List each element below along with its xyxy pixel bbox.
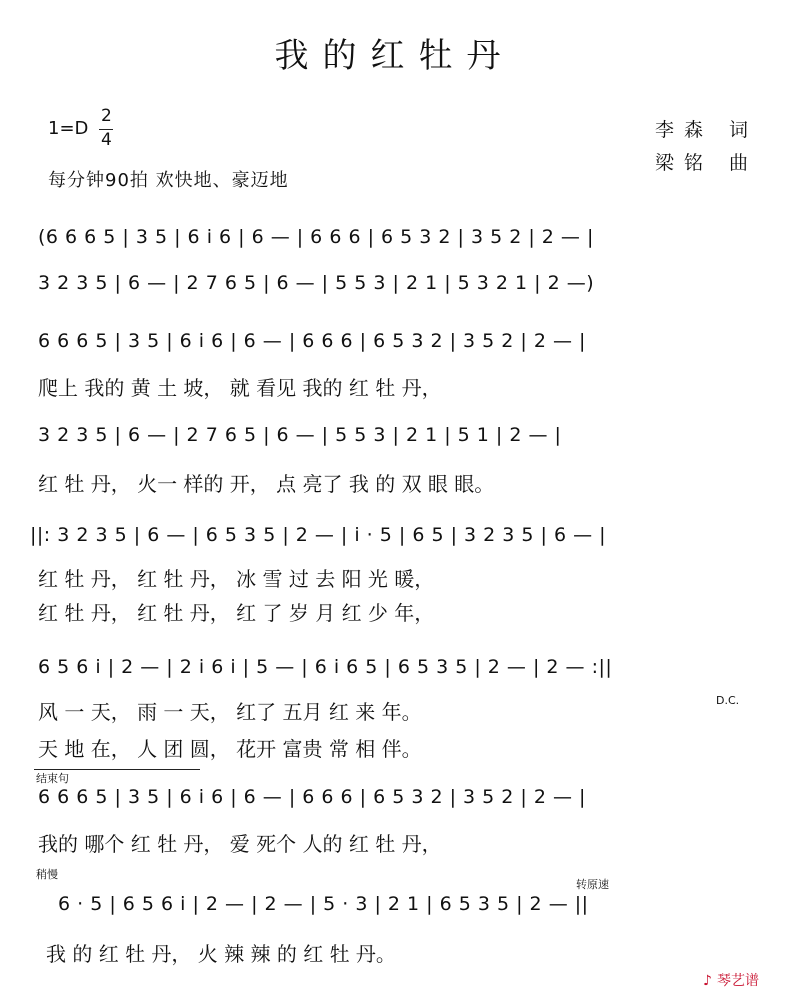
lyric-line: 红 牡 丹， 火一 样的 开， 点 亮了 我 的 双 眼 眼。 — [38, 472, 495, 496]
lyric-line: 爬上 我的 黄 土 坡， 就 看见 我的 红 牡 丹， — [38, 376, 442, 400]
time-signature-bottom: 4 — [101, 130, 112, 150]
notation-line: 3 2 3 5 | 6 — | 2 7 6 5 | 6 — | 5 5 3 | 2 1 | 5 1 | 2 — | — [38, 424, 562, 446]
watermark-text: 琴艺谱 — [717, 973, 760, 989]
lyric-line: 天 地 在， 人 团 圆， 花开 富贵 常 相 伴。 — [38, 737, 422, 761]
lyric-line: 风 一 天， 雨 一 天， 红了 五月 红 来 年。 — [38, 700, 422, 724]
watermark-logo — [703, 970, 759, 990]
notation-line: 6 6 6 5 | 3 5 | 6 i 6 | 6 — | 6 6 6 | 6 5 3 2 | 3 5 2 | 2 — | — [38, 330, 586, 352]
ending-phrase-label: 结束句 — [36, 772, 69, 785]
lyric-line: 我的 哪个 红 牡 丹， 爱 死个 人的 红 牡 丹， — [38, 832, 442, 856]
lyric-line: 红 牡 丹， 红 牡 丹， 红 了 岁 月 红 少 年， — [38, 601, 435, 625]
composer-credit: 梁铭 曲 — [655, 152, 759, 174]
lyric-line: 红 牡 丹， 红 牡 丹， 冰 雪 过 去 阳 光 暖， — [38, 567, 435, 591]
notation-line: 6 6 6 5 | 3 5 | 6 i 6 | 6 — | 6 6 6 | 6 5 3 2 | 3 5 2 | 2 — | — [38, 786, 586, 808]
notation-line: 6 5 6 i | 2 — | 2 i 6 i | 5 — | 6 i 6 5 | 6 5 3 5 | 2 — | 2 — :|| — [38, 656, 613, 678]
ending-bracket — [34, 769, 200, 770]
lyricist-credit: 李森 词 — [655, 119, 759, 141]
key-signature: 1=D — [48, 118, 89, 139]
tempo-marking: 每分钟90拍 欢快地、豪迈地 — [48, 170, 289, 191]
back-to-tempo-mark: 转原速 — [576, 878, 609, 891]
notation-line: 3 2 3 5 | 6 — | 2 7 6 5 | 6 — | 5 5 3 | 2 1 | 5 3 2 1 | 2 —) — [38, 272, 595, 294]
music-note-icon: ♪ — [703, 973, 712, 989]
dc-mark: D.C. — [716, 694, 740, 707]
notation-line: 6 · 5 | 6 5 6 i | 2 — | 2 — | 5 · 3 | 2 1 | 6 5 3 5 | 2 — || — [58, 893, 589, 915]
time-signature-top: 2 — [101, 106, 112, 126]
notation-line: (6 6 6 5 | 3 5 | 6 i 6 | 6 — | 6 6 6 | 6 5 3 2 | 3 5 2 | 2 — | — [38, 226, 594, 248]
page-title: 我的红牡丹 — [274, 36, 515, 76]
lyric-line: 我 的 红 牡 丹， 火 辣 辣 的 红 牡 丹。 — [46, 942, 396, 966]
slower-mark: 稍慢 — [36, 868, 58, 881]
notation-line: ||: 3 2 3 5 | 6 — | 6 5 3 5 | 2 — | i · 5 | 6 5 | 3 2 3 5 | 6 — | — [30, 524, 607, 546]
